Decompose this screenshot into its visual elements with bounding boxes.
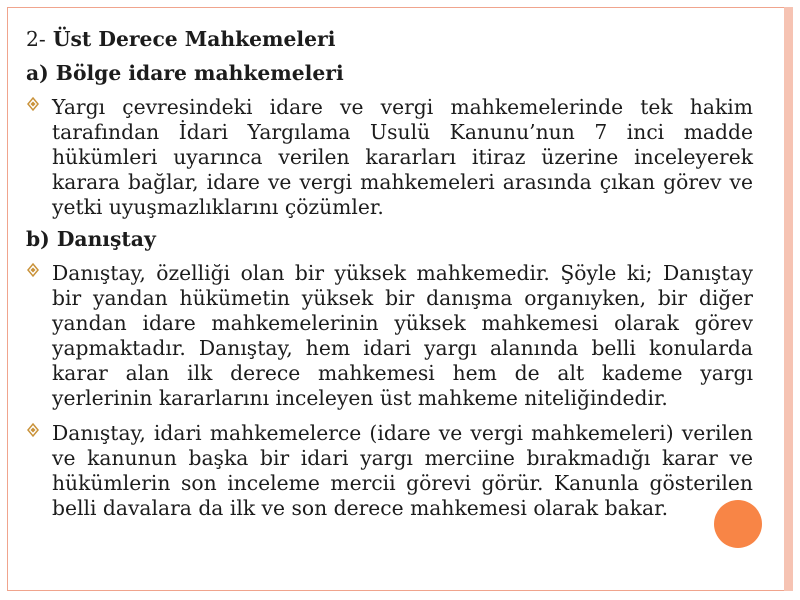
bullet-item xyxy=(26,261,753,411)
diamond-bullet-icon xyxy=(26,96,40,112)
diamond-bullet-icon xyxy=(26,262,40,278)
section-title-text: Üst Derece Mahkemeleri xyxy=(52,27,336,51)
subsection-heading-b: b) Danıştay xyxy=(26,227,156,251)
bullet-text: Danıştay, özelliği olan bir yüksek mahkemedir. Şöyle ki; Danıştay bir yandan hükümetin yüksek bir danışma organıyken, bir diğer yandan idare mahkemelerinin yüksek mahkemesi olarak görev yapmaktadır. Danıştay, hem idari yargı alanında belli konularda karar alan ilk derece mahkemesi hem de alt kademe yargı yerlerinin kararlarını inceleyen üst mahkeme niteliğindedir. xyxy=(52,261,753,410)
section-title xyxy=(26,27,753,52)
bullet-text: Danıştay, idari mahkemelerce (idare ve vergi mahkemeleri) verilen ve kanunun başka bir idari yargı merciine bırakmadığı karar ve hükümlerin son inceleme mercii görevi görür. Kanunla gösterilen belli davalara da ilk ve son derece mahkemesi olarak bakar. xyxy=(52,421,753,520)
bullet-item xyxy=(26,421,753,521)
slide-content xyxy=(26,27,753,521)
slide-frame-side-bar xyxy=(784,7,793,591)
subsection-heading-a: a) Bölge idare mahkemeleri xyxy=(26,61,344,85)
bullet-item xyxy=(26,95,753,220)
section-number: 2- xyxy=(26,27,46,51)
diamond-bullet-icon xyxy=(26,422,40,438)
decorative-circle xyxy=(714,500,762,548)
bullet-text: Yargı çevresindeki idare ve vergi mahkemelerinde tek hakim tarafından İdari Yargılama Usulü Kanunu’nun 7 inci madde hükümleri uyarınca verilen kararları itiraz üzerine inceleyerek karara bağlar, idare ve vergi mahkemeleri arasında çıkan görev ve yetki uyuşmazlıklarını çözümler. xyxy=(52,95,753,219)
